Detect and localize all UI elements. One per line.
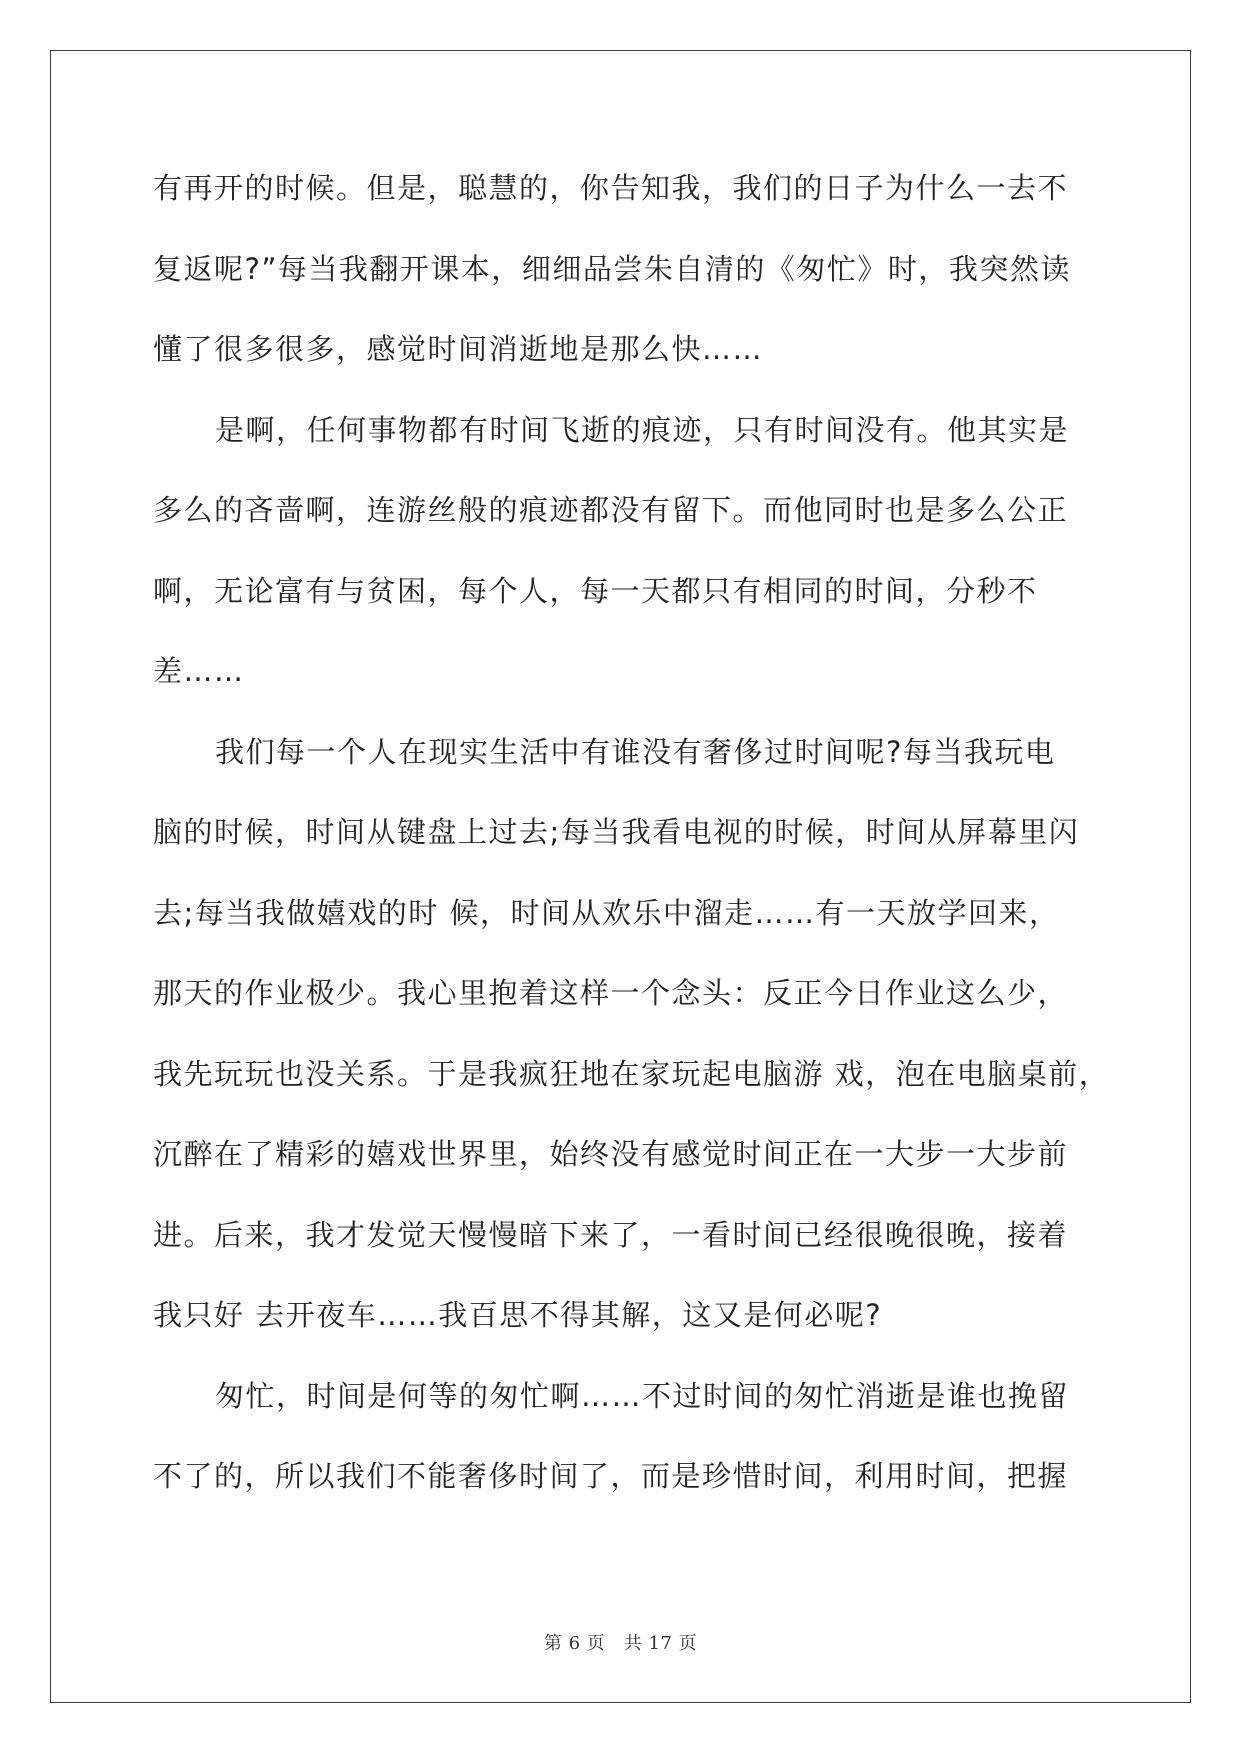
text-line: 脑的时候，时间从键盘上过去;每当我看电视的时候，时间从屏幕里闪 bbox=[153, 815, 1080, 849]
text-line: 沉醉在了精彩的嬉戏世界里，始终没有感觉时间正在一大步一大步前 bbox=[153, 1137, 1069, 1171]
text-line: 啊，无论富有与贫困，每个人，每一天都只有相同的时间，分秒不 bbox=[153, 573, 1038, 608]
text-line: 差…… bbox=[153, 654, 245, 688]
text-line: 是啊，任何事物都有时间飞逝的痕迹，只有时间没有。他其实是 bbox=[215, 412, 1070, 447]
text-line: 进。后来，我才发觉天慢慢暗下来了，一看时间已经很晚很晚，接着 bbox=[153, 1217, 1069, 1252]
document-body bbox=[153, 156, 1110, 1525]
text-line: 那天的作业极少。我心里抱着这样一个念头：反正今日作业这么少， bbox=[153, 976, 1069, 1010]
text-line: 我先玩玩也没关系。于是我疯狂地在家玩起电脑游 戏，泡在电脑桌前， bbox=[153, 1056, 1110, 1091]
text-line: 复返呢?”每当我翻开课本，细细品尝朱自清的《匆忙》时，我突然读 bbox=[153, 251, 1071, 286]
text-line: 我只好 去开夜车……我百思不得其解，这又是何必呢? bbox=[153, 1298, 883, 1332]
text-line: 有再开的时候。但是，聪慧的，你告知我，我们的日子为什么一去不 bbox=[153, 171, 1069, 205]
text-line: 匆忙，时间是何等的匆忙啊……不过时间的匆忙消逝是谁也挽留 bbox=[215, 1378, 1070, 1413]
text-line: 懂了很多很多，感觉时间消逝地是那么快…… bbox=[153, 332, 764, 366]
text-line: 多么的吝啬啊，连游丝般的痕迹都没有留下。而他同时也是多么公正 bbox=[153, 493, 1069, 527]
text-line: 我们每一个人在现实生活中有谁没有奢侈过时间呢?每当我玩电 bbox=[215, 734, 1056, 769]
page-number-footer: 第 6 页 共 17 页 bbox=[543, 1633, 698, 1654]
text-line: 不了的，所以我们不能奢侈时间了，而是珍惜时间，利用时间，把握 bbox=[153, 1459, 1069, 1493]
text-line: 去;每当我做嬉戏的时 候，时间从欢乐中溜走……有一天放学回来， bbox=[153, 895, 1060, 930]
